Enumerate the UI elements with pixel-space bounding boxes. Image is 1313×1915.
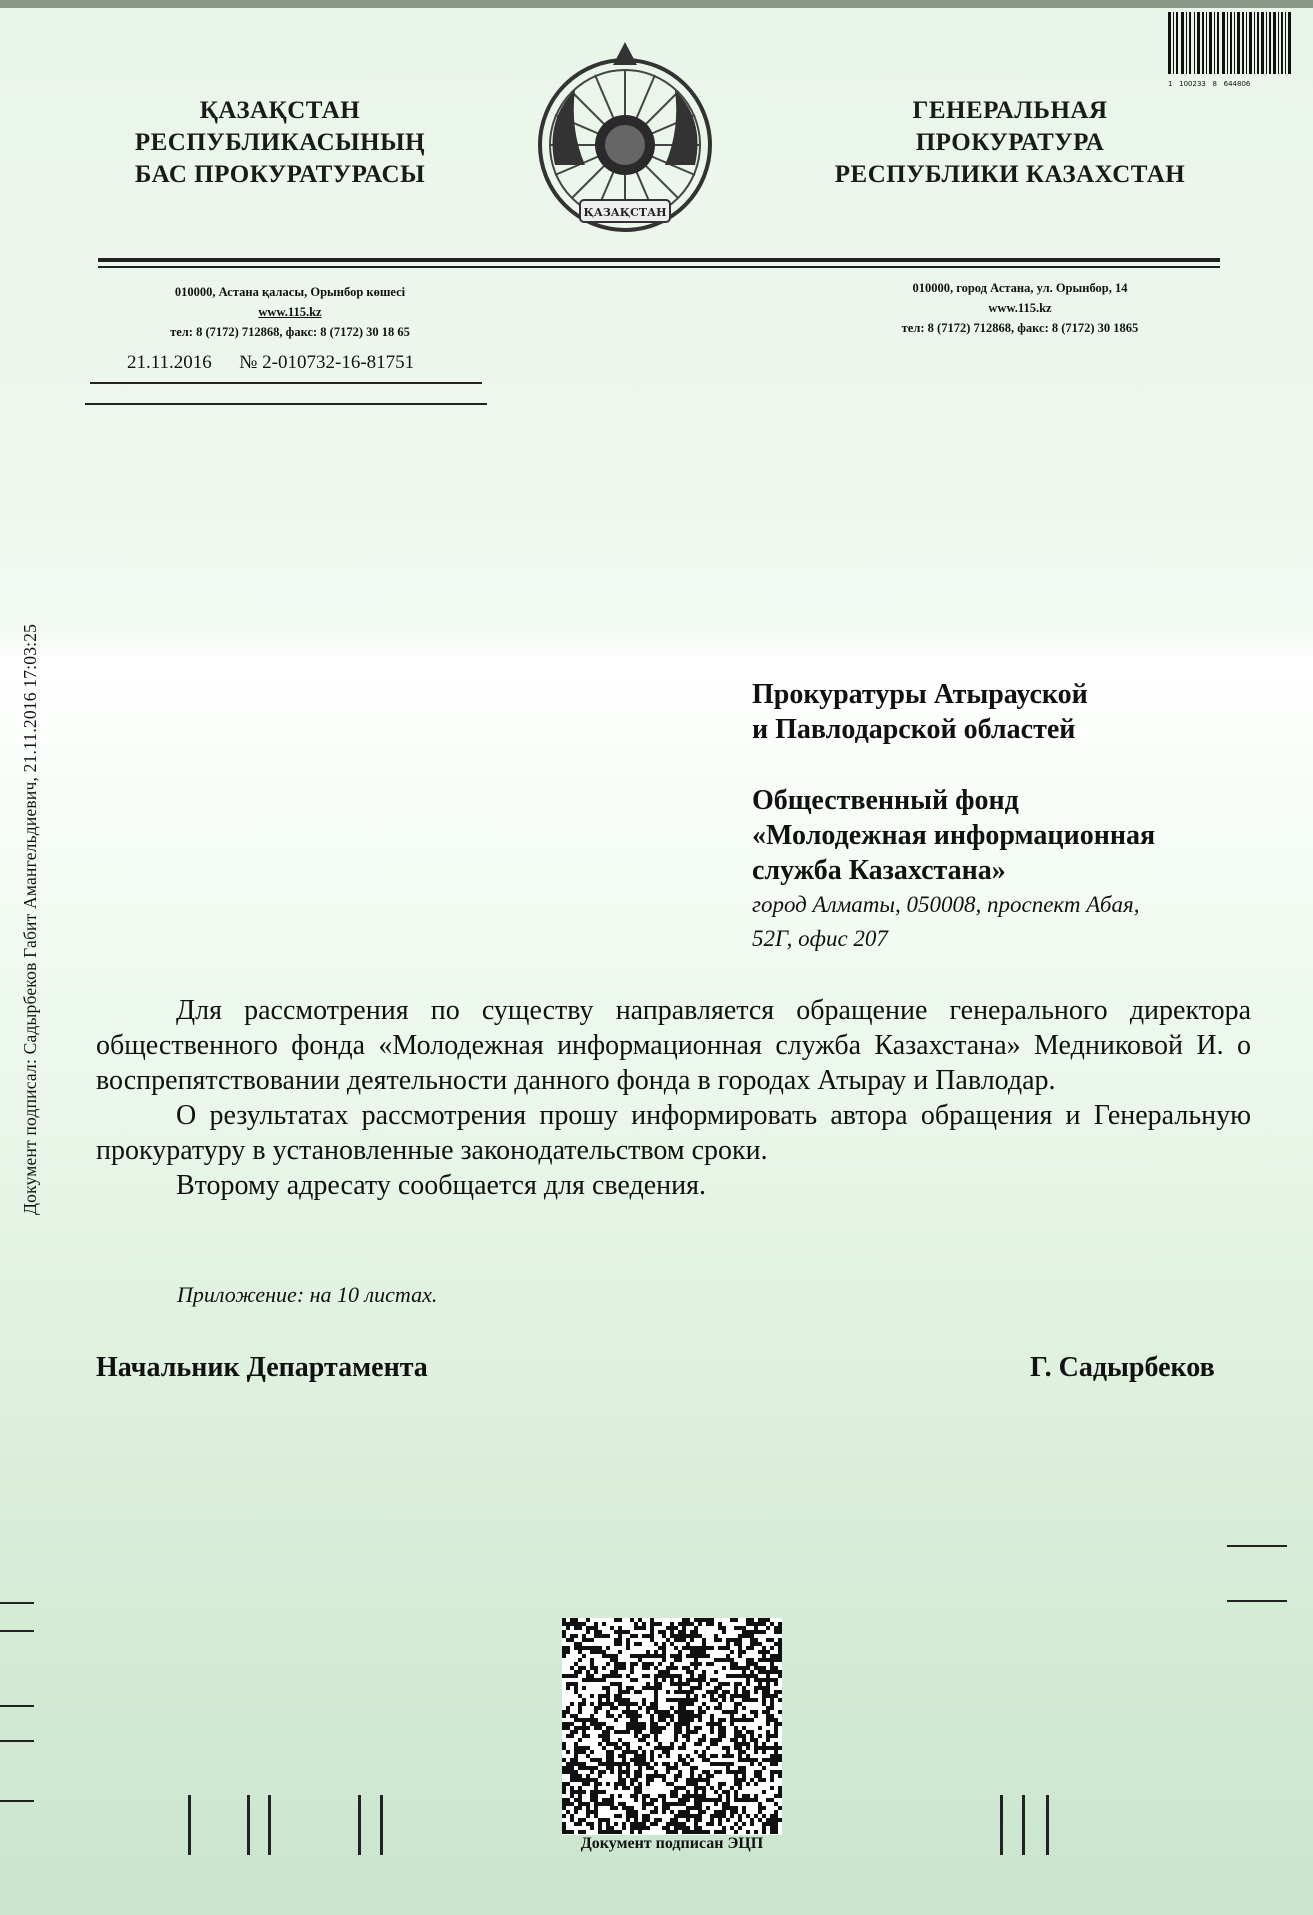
tick-right-1 — [1227, 1545, 1287, 1547]
tick-bottom-6 — [1000, 1795, 1003, 1855]
side-signature-stamp: Документ подписал: Садырбеков Габит Амангельдиевич, 21.11.2016 17:03:25 — [20, 623, 40, 1215]
header-left-line-3: БАС ПРОКУРАТУРАСЫ — [134, 161, 426, 188]
header-left-title — [130, 95, 430, 191]
registration-date: 21.11.2016 — [127, 352, 212, 373]
header-right-line-2: ПРОКУРАТУРА — [915, 129, 1105, 156]
tick-left-3 — [0, 1705, 34, 1707]
state-emblem — [535, 30, 715, 260]
header-left-line-2: РЕСПУБЛИКАСЫНЫҢ — [134, 129, 426, 156]
header-rule-thick — [98, 258, 1220, 262]
addressee-second-address-2: 52Г, офис 207 — [752, 926, 888, 951]
barcode-icon — [1168, 12, 1293, 74]
emblem-caption: ҚАЗАҚСТАН — [583, 206, 667, 219]
barcode-number: 1 100233 8 644806 — [1168, 80, 1251, 88]
tick-bottom-4 — [358, 1795, 361, 1855]
addressee-second-line-3: служба Казахстана» — [752, 855, 1006, 886]
address-left-line: 010000, Астана қаласы, Орынбор көшесі — [174, 285, 406, 299]
address-left-web: www.115.kz — [258, 305, 322, 319]
header-rule-thin — [98, 266, 1220, 268]
body-paragraph-3: Второму адресату сообщается для сведения. — [176, 1170, 707, 1201]
tick-left-4 — [0, 1740, 34, 1742]
address-left — [110, 282, 470, 342]
top-edge-strip — [0, 0, 1313, 8]
address-right-web: www.115.kz — [988, 301, 1052, 315]
address-left-phones: тел: 8 (7172) 712868, факс: 8 (7172) 30 18 65 — [170, 325, 410, 339]
addressee-second-line-2: «Молодежная информационная — [752, 820, 1156, 851]
tick-right-2 — [1227, 1600, 1287, 1602]
address-right-line: 010000, город Астана, ул. Орынбор, 14 — [912, 281, 1128, 295]
addressee-block — [752, 677, 1272, 956]
addressee-first-line-2: и Павлодарской областей — [752, 714, 1076, 745]
body-paragraph-1: Для рассмотрения по существу направляется обращение генерального директора общественного фонда «Молодежная информационная служба Казахстана» Медниковой И. о воспрепятствовании деятельности данного фонда в городах Атырау и Павлодар. — [96, 995, 1251, 1096]
tick-left-5 — [0, 1800, 34, 1802]
tick-bottom-1 — [188, 1795, 191, 1855]
registration-underline-1 — [90, 382, 482, 384]
tick-left-2 — [0, 1630, 34, 1632]
addressee-first-line-1: Прокуратуры Атырауской — [752, 679, 1088, 710]
address-right-phones: тел: 8 (7172) 712868, факс: 8 (7172) 30 1865 — [901, 321, 1139, 335]
qr-code — [562, 1618, 782, 1835]
qr-code-icon — [562, 1618, 782, 1835]
addressee-second-line-1: Общественный фонд — [752, 785, 1019, 816]
tick-bottom-7 — [1022, 1795, 1025, 1855]
tick-bottom-5 — [380, 1795, 383, 1855]
body-paragraph-2: О результатах рассмотрения прошу информировать автора обращения и Генеральную прокуратуру в установленные законодательством сроки. — [96, 1100, 1251, 1166]
barcode — [1168, 12, 1293, 87]
address-right — [830, 278, 1210, 338]
attachment-note: Приложение: на 10 листах. — [177, 1282, 438, 1307]
registration-line — [127, 352, 414, 374]
signature-position: Начальник Департамента — [96, 1352, 428, 1383]
header-left-line-1: ҚАЗАҚСТАН — [199, 97, 361, 124]
letter-body — [96, 993, 1251, 1203]
emblem-icon — [535, 30, 715, 260]
addressee-second-address-1: город Алматы, 050008, проспект Абая, — [752, 892, 1140, 917]
tick-bottom-3 — [268, 1795, 271, 1855]
tick-left-1 — [0, 1602, 34, 1604]
registration-underline-2 — [85, 403, 487, 405]
registration-number: № 2-010732-16-81751 — [239, 352, 415, 373]
header-right-line-1: ГЕНЕРАЛЬНАЯ — [912, 97, 1108, 124]
tick-bottom-2 — [247, 1795, 250, 1855]
header-right-title — [825, 95, 1195, 191]
qr-caption: Документ подписан ЭЦП — [580, 1835, 764, 1852]
header-right-line-3: РЕСПУБЛИКИ КАЗАХСТАН — [834, 161, 1186, 188]
tick-bottom-8 — [1046, 1795, 1049, 1855]
signature-name: Г. Садырбеков — [1030, 1352, 1215, 1383]
